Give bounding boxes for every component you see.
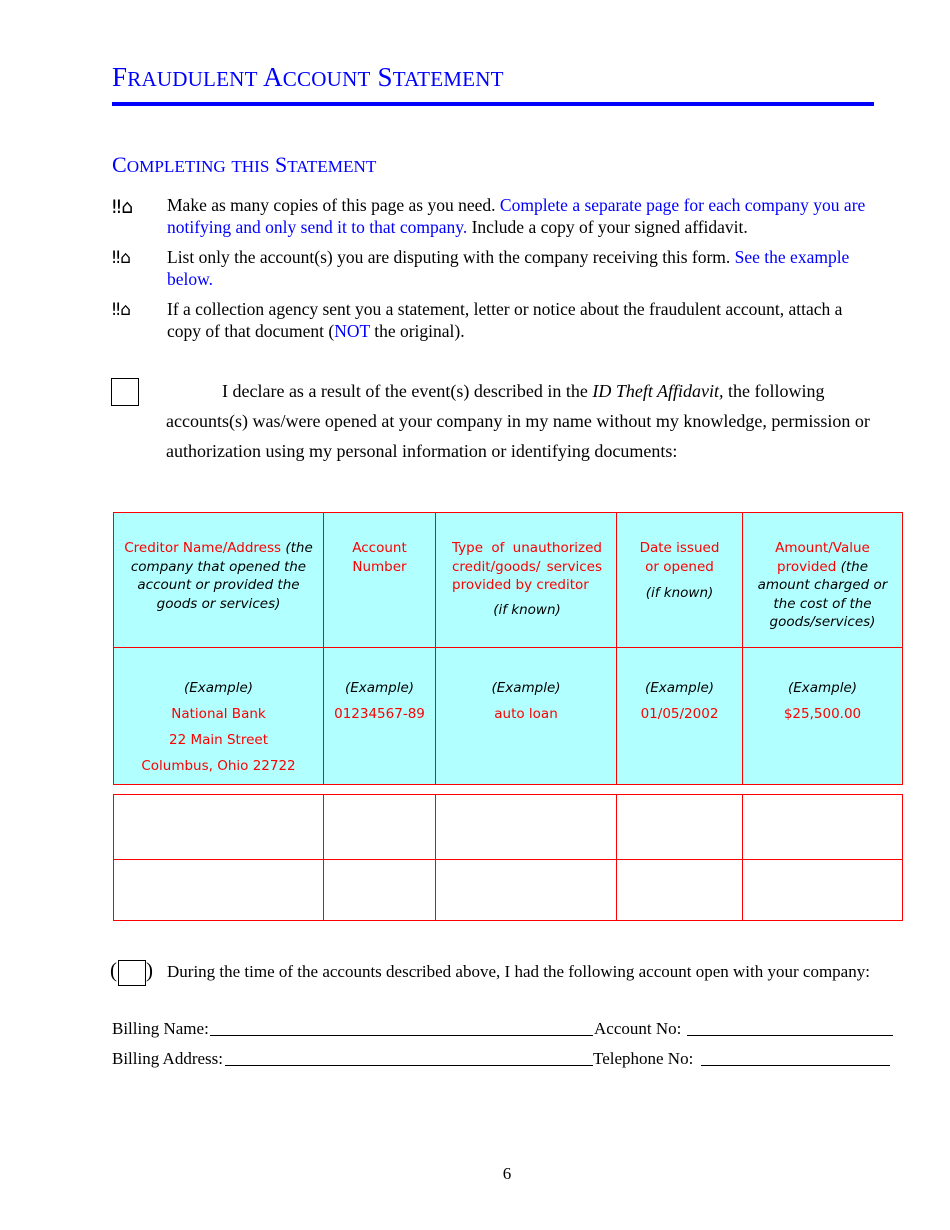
table-row — [114, 860, 903, 921]
table-header-row — [114, 513, 903, 648]
table-row-example — [114, 648, 903, 785]
entry-creditor-cell[interactable] — [114, 860, 324, 921]
accounts-table — [113, 512, 903, 785]
instruction-3: If a collection agency sent you a statement, letter or notice about the fraudulent account, attach a copy of that document (NOT the original). — [167, 299, 843, 341]
example-type: (Example) auto loan — [436, 648, 617, 785]
entry-amount-cell[interactable] — [743, 795, 903, 860]
entry-account-cell[interactable] — [324, 860, 436, 921]
close-paren: ) — [146, 958, 153, 982]
accounts-entry-table — [113, 794, 903, 921]
title-divider — [112, 102, 874, 106]
section-heading: COMPLETING THIS STATEMENT — [112, 152, 377, 177]
header-type: Type of unauthorized credit/goods/ services provided by creditor (if known) — [436, 513, 617, 648]
example-creditor: (Example) National Bank 22 Main Street Columbus, Ohio 22722 — [114, 648, 324, 785]
page-number: 6 — [502, 1164, 512, 1183]
bullet-icon: ‼⌂ — [112, 300, 132, 320]
telephone-no-label: Telephone No: — [593, 1049, 694, 1068]
bullet-icon: ‼⌂ — [112, 248, 132, 268]
header-creditor: Creditor Name/Address (the company that opened the account or provided the goods or services) — [114, 513, 324, 648]
billing-name-field[interactable] — [210, 1021, 593, 1036]
existing-account-text: During the time of the accounts described above, I had the following account open with your company: — [167, 962, 870, 981]
header-date: Date issued or opened (if known) — [617, 513, 743, 648]
entry-type-cell[interactable] — [436, 795, 617, 860]
telephone-no-field[interactable] — [701, 1051, 890, 1066]
page-title: FRAUDULENT ACCOUNT STATEMENT — [112, 62, 504, 92]
table-row — [114, 795, 903, 860]
entry-account-cell[interactable] — [324, 795, 436, 860]
header-amount: Amount/Value provided (the amount charged or the cost of the goods/services) — [743, 513, 903, 648]
example-amount: (Example) $25,500.00 — [743, 648, 903, 785]
header-account-number: Account Number — [324, 513, 436, 648]
account-no-field[interactable] — [687, 1021, 893, 1036]
billing-name-label: Billing Name: — [112, 1019, 209, 1038]
account-no-label: Account No: — [594, 1019, 682, 1038]
billing-address-field[interactable] — [225, 1051, 593, 1066]
entry-creditor-cell[interactable] — [114, 795, 324, 860]
declaration-text: I declare as a result of the event(s) described in the ID Theft Affidavit, the following accounts(s) was/were opened at your company in my name without my knowledge, permission or authorization using my personal information or identifying documents: — [166, 381, 870, 461]
existing-account-checkbox[interactable] — [118, 960, 146, 986]
open-paren: ( — [110, 958, 117, 982]
entry-date-cell[interactable] — [617, 795, 743, 860]
entry-date-cell[interactable] — [617, 860, 743, 921]
instruction-1: Make as many copies of this page as you need. Complete a separate page for each company you are notifying and only send it to that company. Include a copy of your signed affidavit. — [167, 195, 866, 237]
example-account: (Example) 01234567-89 — [324, 648, 436, 785]
declaration-checkbox[interactable] — [111, 378, 139, 406]
bullet-icon: ‼⌂ — [112, 196, 134, 218]
example-date: (Example) 01/05/2002 — [617, 648, 743, 785]
entry-type-cell[interactable] — [436, 860, 617, 921]
instruction-2: List only the account(s) you are disputing with the company receiving this form. See the example below. — [167, 247, 850, 289]
entry-amount-cell[interactable] — [743, 860, 903, 921]
billing-address-label: Billing Address: — [112, 1049, 223, 1068]
